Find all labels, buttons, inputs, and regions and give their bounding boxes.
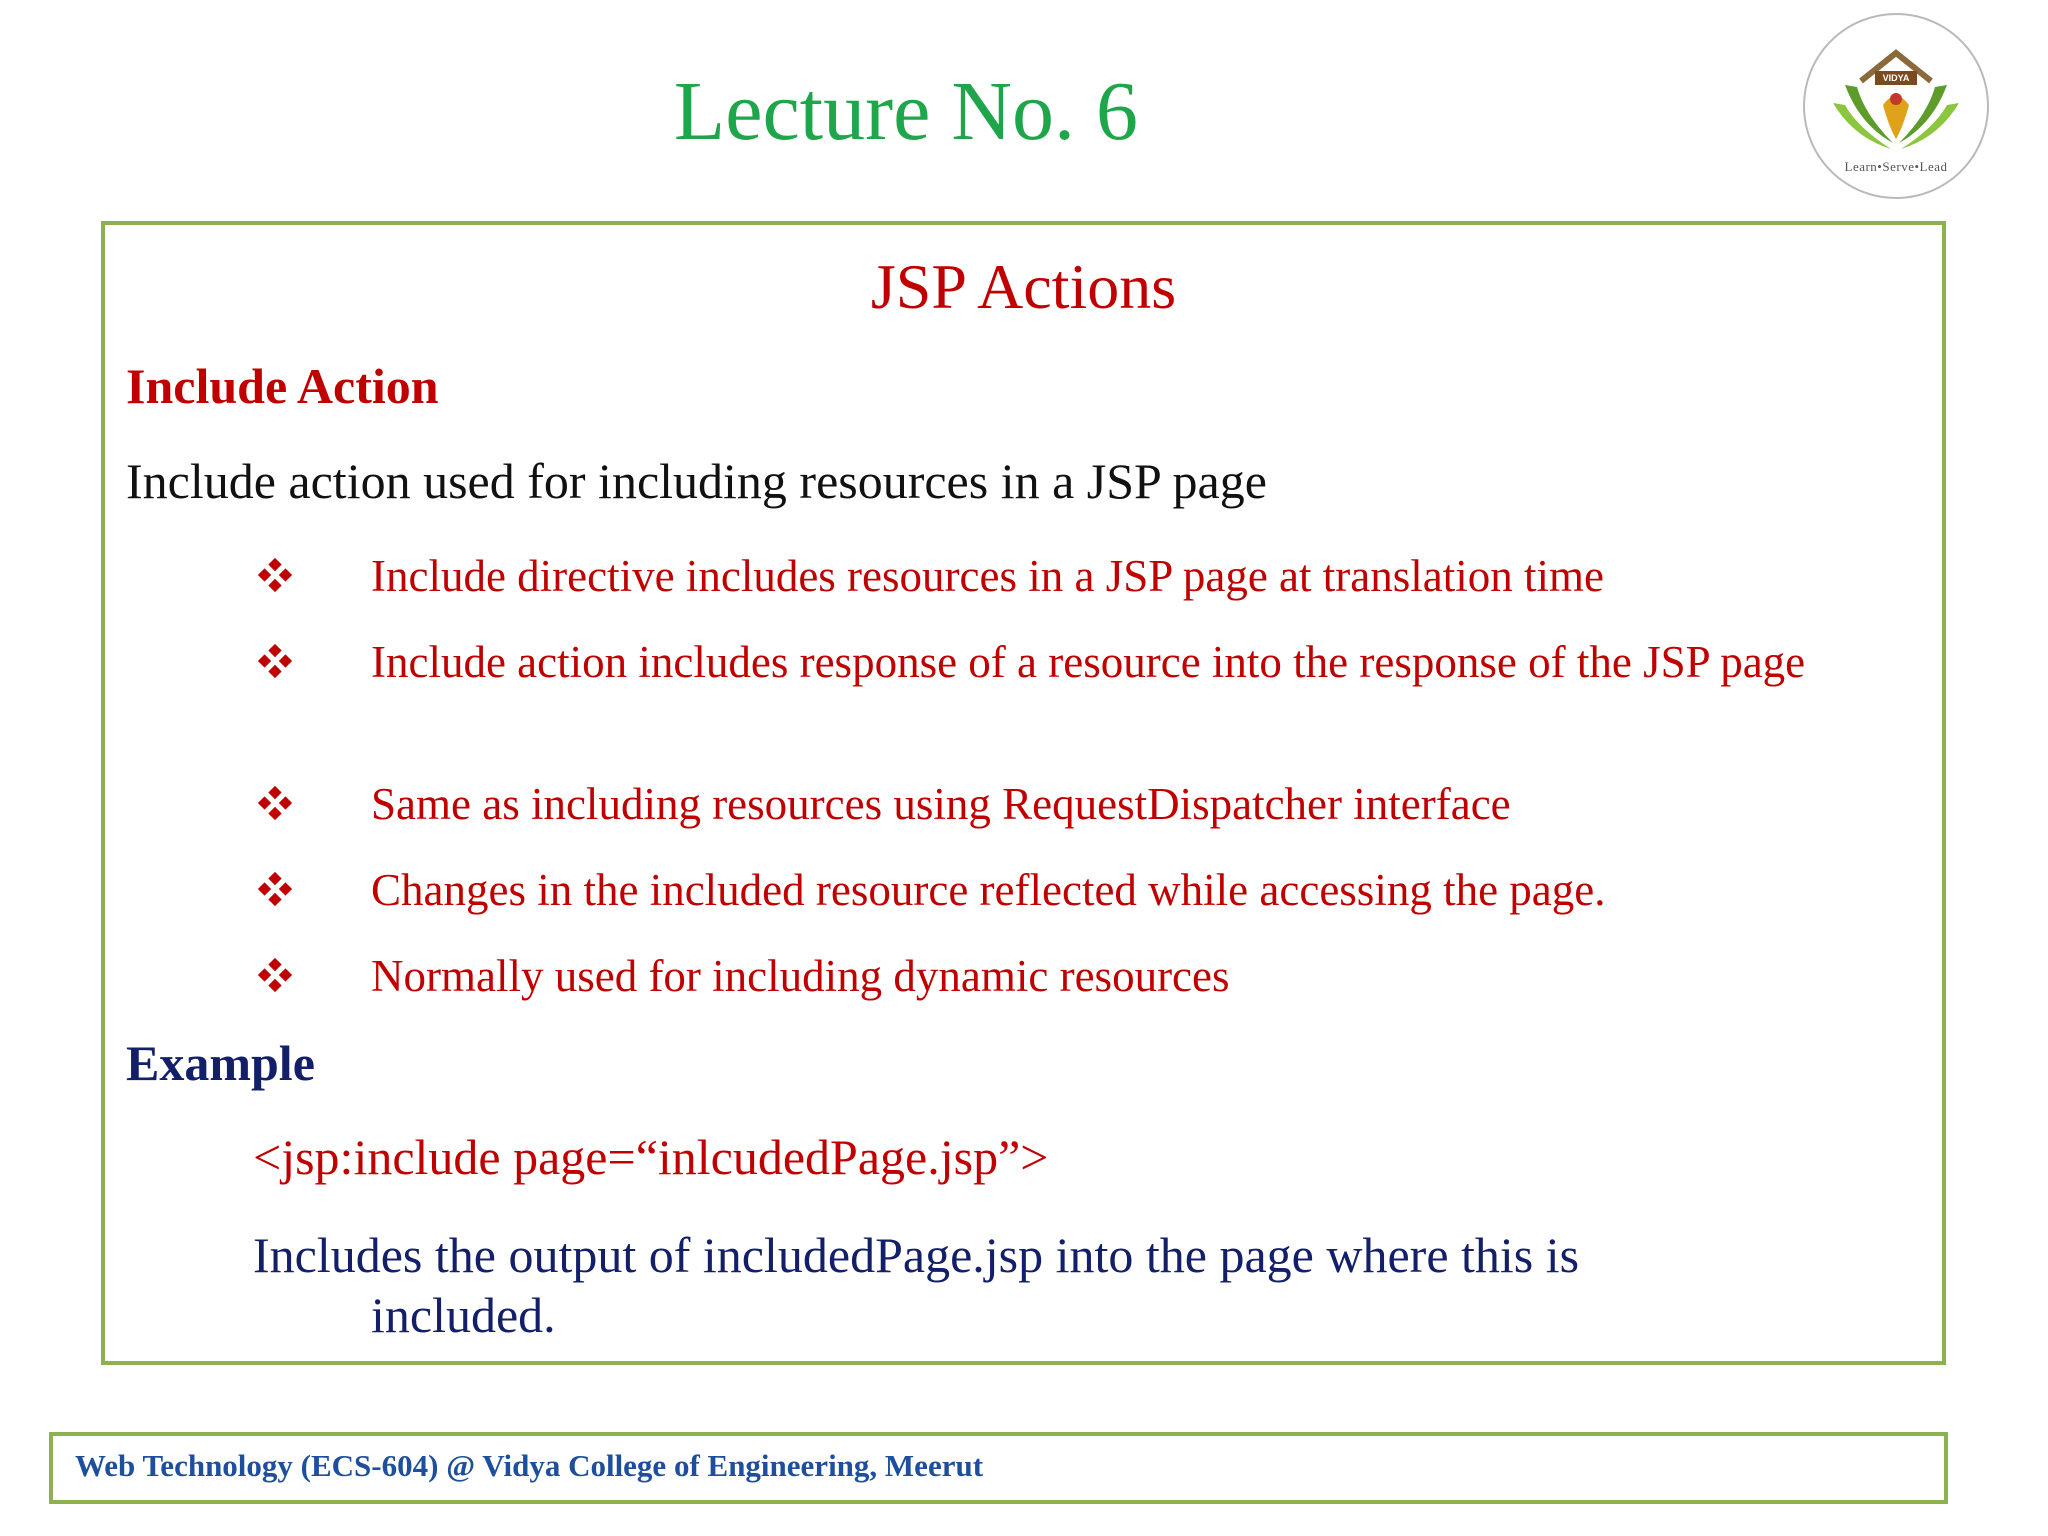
explanation-line-2: included. xyxy=(371,1287,556,1343)
footer-text: Web Technology (ECS-604) @ Vidya College of Engineering, Meerut xyxy=(75,1448,984,1483)
bullet-text: Changes in the included resource reflected while accessing the page. xyxy=(371,865,1606,915)
bullet-text: Include directive includes resources in a JSP page at translation time xyxy=(371,551,1604,601)
include-action-heading: Include Action xyxy=(126,358,439,414)
explanation-line-1: Includes the output of includedPage.jsp into the page where this is xyxy=(253,1227,1580,1283)
example-code: <jsp:include page=“inlcudedPage.jsp”> xyxy=(253,1129,1049,1185)
content-box xyxy=(101,221,1946,1365)
diamond-bullet-icon xyxy=(256,784,294,822)
logo-tagline: Learn•Serve•Lead xyxy=(1844,159,1948,174)
example-heading: Example xyxy=(126,1035,315,1091)
bullet-text: Normally used for including dynamic resources xyxy=(371,951,1230,1001)
logo-brand-text: VIDYA xyxy=(1882,73,1910,83)
diamond-bullet-icon xyxy=(256,642,294,680)
slide-title: JSP Actions xyxy=(870,251,1177,322)
diamond-bullet-icon xyxy=(256,956,294,994)
bullet-text: Include action includes response of a resource into the response of the JSP page xyxy=(371,637,1806,687)
footer-bar xyxy=(49,1432,1948,1504)
bullet-text: Same as including resources using RequestDispatcher interface xyxy=(371,779,1511,829)
example-explanation xyxy=(253,1225,1873,1345)
college-logo xyxy=(1803,13,1989,199)
diamond-bullet-icon xyxy=(256,556,294,594)
intro-text: Include action used for including resources in a JSP page xyxy=(126,453,1267,509)
diamond-bullet-icon xyxy=(256,870,294,908)
lecture-title: Lecture No. 6 xyxy=(673,65,1139,158)
